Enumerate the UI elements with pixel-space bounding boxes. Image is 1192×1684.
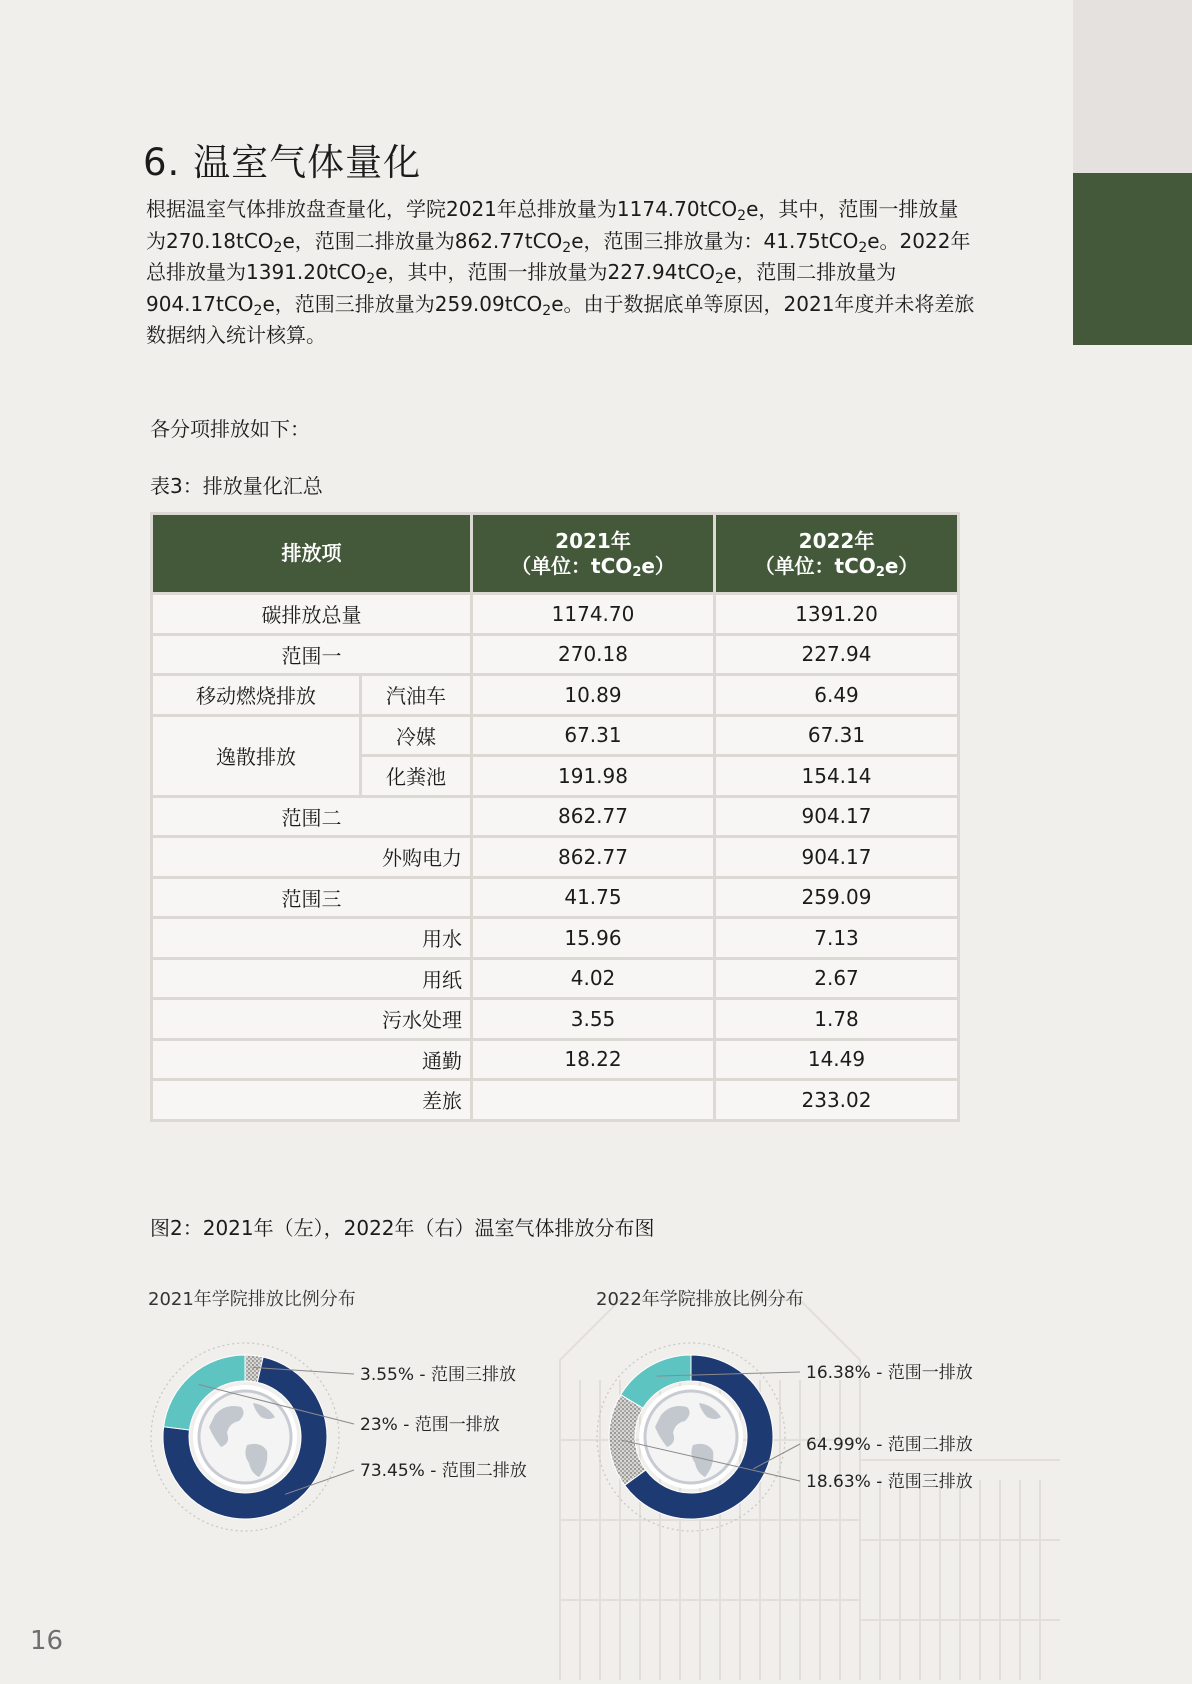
side-tab-dark [1073,173,1192,345]
globe-icon [639,1385,743,1489]
section-heading: 6. 温室气体量化 [143,141,422,184]
chart-title-2022: 2022年学院排放比例分布 [596,1289,804,1310]
text-segment: e，范围二排放量为862.77tCO [282,228,563,253]
subscript: 2 [737,208,747,224]
side-tab-light [1073,0,1192,173]
table-row [152,958,959,999]
cell-2022: 7.13 [715,918,959,959]
cell-2022: 904.17 [715,796,959,837]
header-2021-year: 2021年 [555,528,631,553]
intro-paragraph [146,194,976,352]
table-caption: 表3：排放量化汇总 [150,474,323,498]
table-row [152,1080,959,1121]
row-label: 范围三 [152,877,472,918]
text-segment: e，其中，范围一排放量为270.18tCO [146,197,959,253]
cell-2021: 191.98 [472,756,715,797]
cell-2022: 154.14 [715,756,959,797]
figure-caption: 图2：2021年（左），2022年（右）温室气体排放分布图 [150,1216,655,1240]
page-number: 16 [30,1626,64,1656]
subscript: 2 [366,271,376,287]
emission-summary-table [150,512,960,1122]
cell-2021: 862.77 [472,837,715,878]
subscript: 2 [858,239,868,256]
cell-2021: 41.75 [472,877,715,918]
table-row [152,715,959,756]
row-label: 范围二 [152,796,472,837]
row-label: 碳排放总量 [152,594,472,635]
cell-2021: 67.31 [472,715,715,756]
header-2021 [472,514,715,594]
text-segment: e，范围三排放量为：41.75tCO [571,228,859,253]
row-group-label: 逸散排放 [152,715,361,796]
text-segment: e。2022年总排放量为1391.20tCO [146,228,971,284]
text-segment: 根据温室气体排放盘查量化，学院2021年总排放量为1174.70tCO [146,197,738,221]
globe-icon [193,1385,297,1489]
cell-2022: 233.02 [715,1080,959,1121]
slice-label: 73.45% - 范围二排放 [360,1461,527,1481]
cell-2021: 10.89 [472,675,715,716]
slice-label: 3.55% - 范围三排放 [360,1365,516,1385]
cell-2021: 18.22 [472,1039,715,1080]
cell-2021 [472,1080,715,1121]
cell-2022: 259.09 [715,877,959,918]
chart-title-2021: 2021年学院排放比例分布 [148,1289,356,1310]
row-label: 冷媒 [361,715,472,756]
row-label: 通勤 [152,1039,472,1080]
cell-2022: 1391.20 [715,594,959,635]
slice-label: 16.38% - 范围一排放 [806,1363,973,1383]
text-segment: e，其中，范围一排放量为227.94tCO [375,260,716,284]
donut-chart-2022 [586,1340,1026,1550]
cell-2021: 3.55 [472,999,715,1040]
cell-2022: 14.49 [715,1039,959,1080]
row-label: 污水处理 [152,999,472,1040]
subscript: 2 [715,271,724,287]
cell-2021: 862.77 [472,796,715,837]
table-row [152,837,959,878]
table-row [152,796,959,837]
text-segment: e。由于数据底单等原因，2021年度并未将差旅数据纳入统计核算。 [146,291,975,347]
table-row [152,877,959,918]
table-row [152,675,959,716]
cell-2022: 67.31 [715,715,959,756]
cell-2022: 227.94 [715,634,959,675]
donut-chart-2021 [140,1340,580,1550]
row-label: 化粪池 [361,756,472,797]
header-item: 排放项 [152,514,472,594]
cell-2021: 270.18 [472,634,715,675]
header-unit: （单位：tCO$_2$e） [511,553,675,580]
row-label: 用纸 [152,958,472,999]
text-segment: e，范围二排放量为904.17tCO [146,260,897,316]
cell-2022: 6.49 [715,675,959,716]
subscript: 2 [253,302,263,319]
row-label: 外购电力 [152,837,472,878]
subscript: 2 [562,239,572,256]
cell-2022: 904.17 [715,837,959,878]
cell-2021: 4.02 [472,958,715,999]
header-2022-year: 2022年 [798,528,875,553]
cell-2021: 1174.70 [472,594,715,635]
subscript: 2 [542,302,552,319]
slice-label: 18.63% - 范围三排放 [806,1472,973,1492]
row-label: 汽油车 [361,675,472,716]
row-label: 用水 [152,918,472,959]
table-header-row [152,514,959,594]
cell-2022: 2.67 [715,958,959,999]
table-row [152,999,959,1040]
cell-2022: 1.78 [715,999,959,1040]
row-label: 差旅 [152,1080,472,1121]
header-unit: （单位：tCO$_2$e） [754,553,919,580]
table-row [152,594,959,635]
table-row [152,634,959,675]
lead-in-text: 各分项排放如下： [150,417,310,441]
slice-label: 64.99% - 范围二排放 [806,1435,973,1455]
slice-label: 23% - 范围一排放 [360,1415,500,1435]
subscript: 2 [273,239,283,256]
text-segment: e，范围三排放量为259.09tCO [262,291,543,316]
header-2022 [715,514,959,594]
table-row [152,918,959,959]
row-label: 范围一 [152,634,472,675]
table-row [152,1039,959,1080]
row-group-label: 移动燃烧排放 [152,675,361,716]
cell-2021: 15.96 [472,918,715,959]
